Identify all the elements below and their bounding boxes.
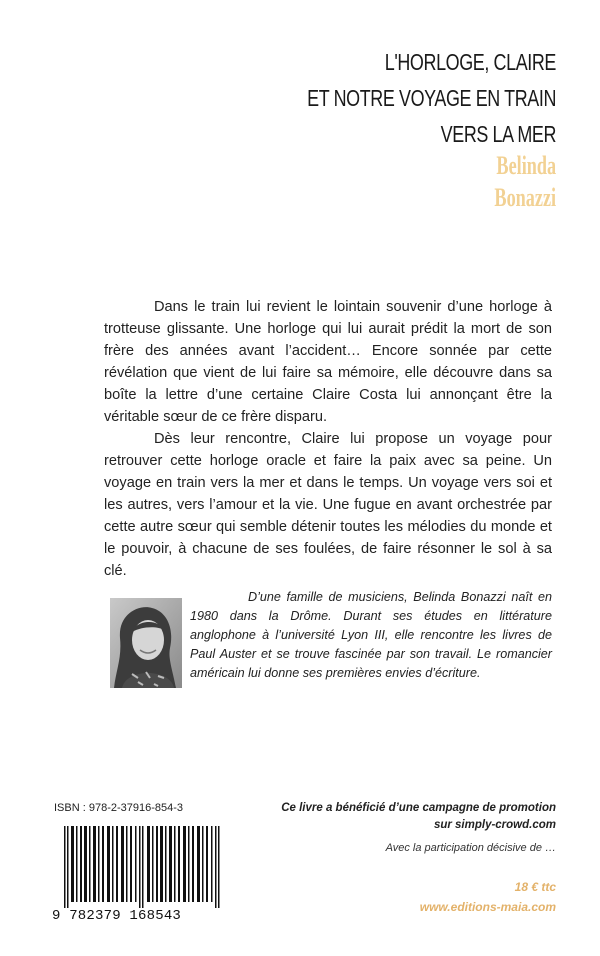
book-title (307, 44, 556, 152)
isbn-label: ISBN : 978-2-37916-854-3 (54, 802, 184, 814)
promo-line: sur simply-crowd.com (433, 819, 556, 831)
promo-line: Ce livre a bénéficié d’une campagne de promotion (281, 802, 556, 814)
author-bio-text: D’une famille de musiciens, Belinda Bonazzi naît en 1980 dans la Drôme. Durant ses études en littérature anglophone à l’université Lyon III, elle rencontre les livres de Paul Auster et se trouve fascinée par son travail. Le romancier américain lui donne ses premières envies d’écriture. (190, 590, 552, 680)
barcode (52, 822, 222, 926)
book-title-line: ET NOTRE VOYAGE EN TRAIN (307, 85, 556, 111)
author-first-name: Belinda (496, 151, 556, 180)
synopsis (104, 296, 552, 582)
author-name (494, 150, 556, 214)
participation-note: Avec la participation décisive de … (385, 842, 556, 854)
book-title-line: L'HORLOGE, CLAIRE (384, 49, 556, 75)
synopsis-paragraph: Dès leur rencontre, Claire lui propose un voyage pour retrouver cette horloge oracle et faire la paix avec sa peine. Un voyage en train vers la mer et dans le temps. Un voyage vers soi et les autres, vers l’amour et la vie. Une fugue en avant orchestrée par cette autre sœur qui semble détenir toutes les mélodies du monde et le pouvoir, à chacune de ses foulées, de faire résonner le sol à sa clé. (104, 431, 552, 579)
author-photo (110, 598, 182, 688)
promo-notice (281, 800, 556, 834)
barcode-bars (62, 826, 222, 908)
book-title-line: VERS LA MER (440, 121, 556, 147)
barcode-digits: 9 782379 168543 (52, 908, 182, 924)
publisher-website: www.editions-maia.com (419, 900, 556, 914)
author-last-name: Bonazzi (494, 183, 556, 212)
synopsis-paragraph: Dans le train lui revient le lointain souvenir d’une horloge à trotteuse glissante. Une horloge qui lui aurait prédit la mort de son frère des années avant l’accident… Encore sonnée par cette révélation que vient de lui faire sa mémoire, elle découvre dans sa boîte la lettre d’une certaine Claire Costa lui annonçant être la véritable sœur de ce frère disparu. (104, 299, 552, 425)
price: 18 € ttc (514, 880, 556, 894)
author-bio (190, 588, 552, 683)
